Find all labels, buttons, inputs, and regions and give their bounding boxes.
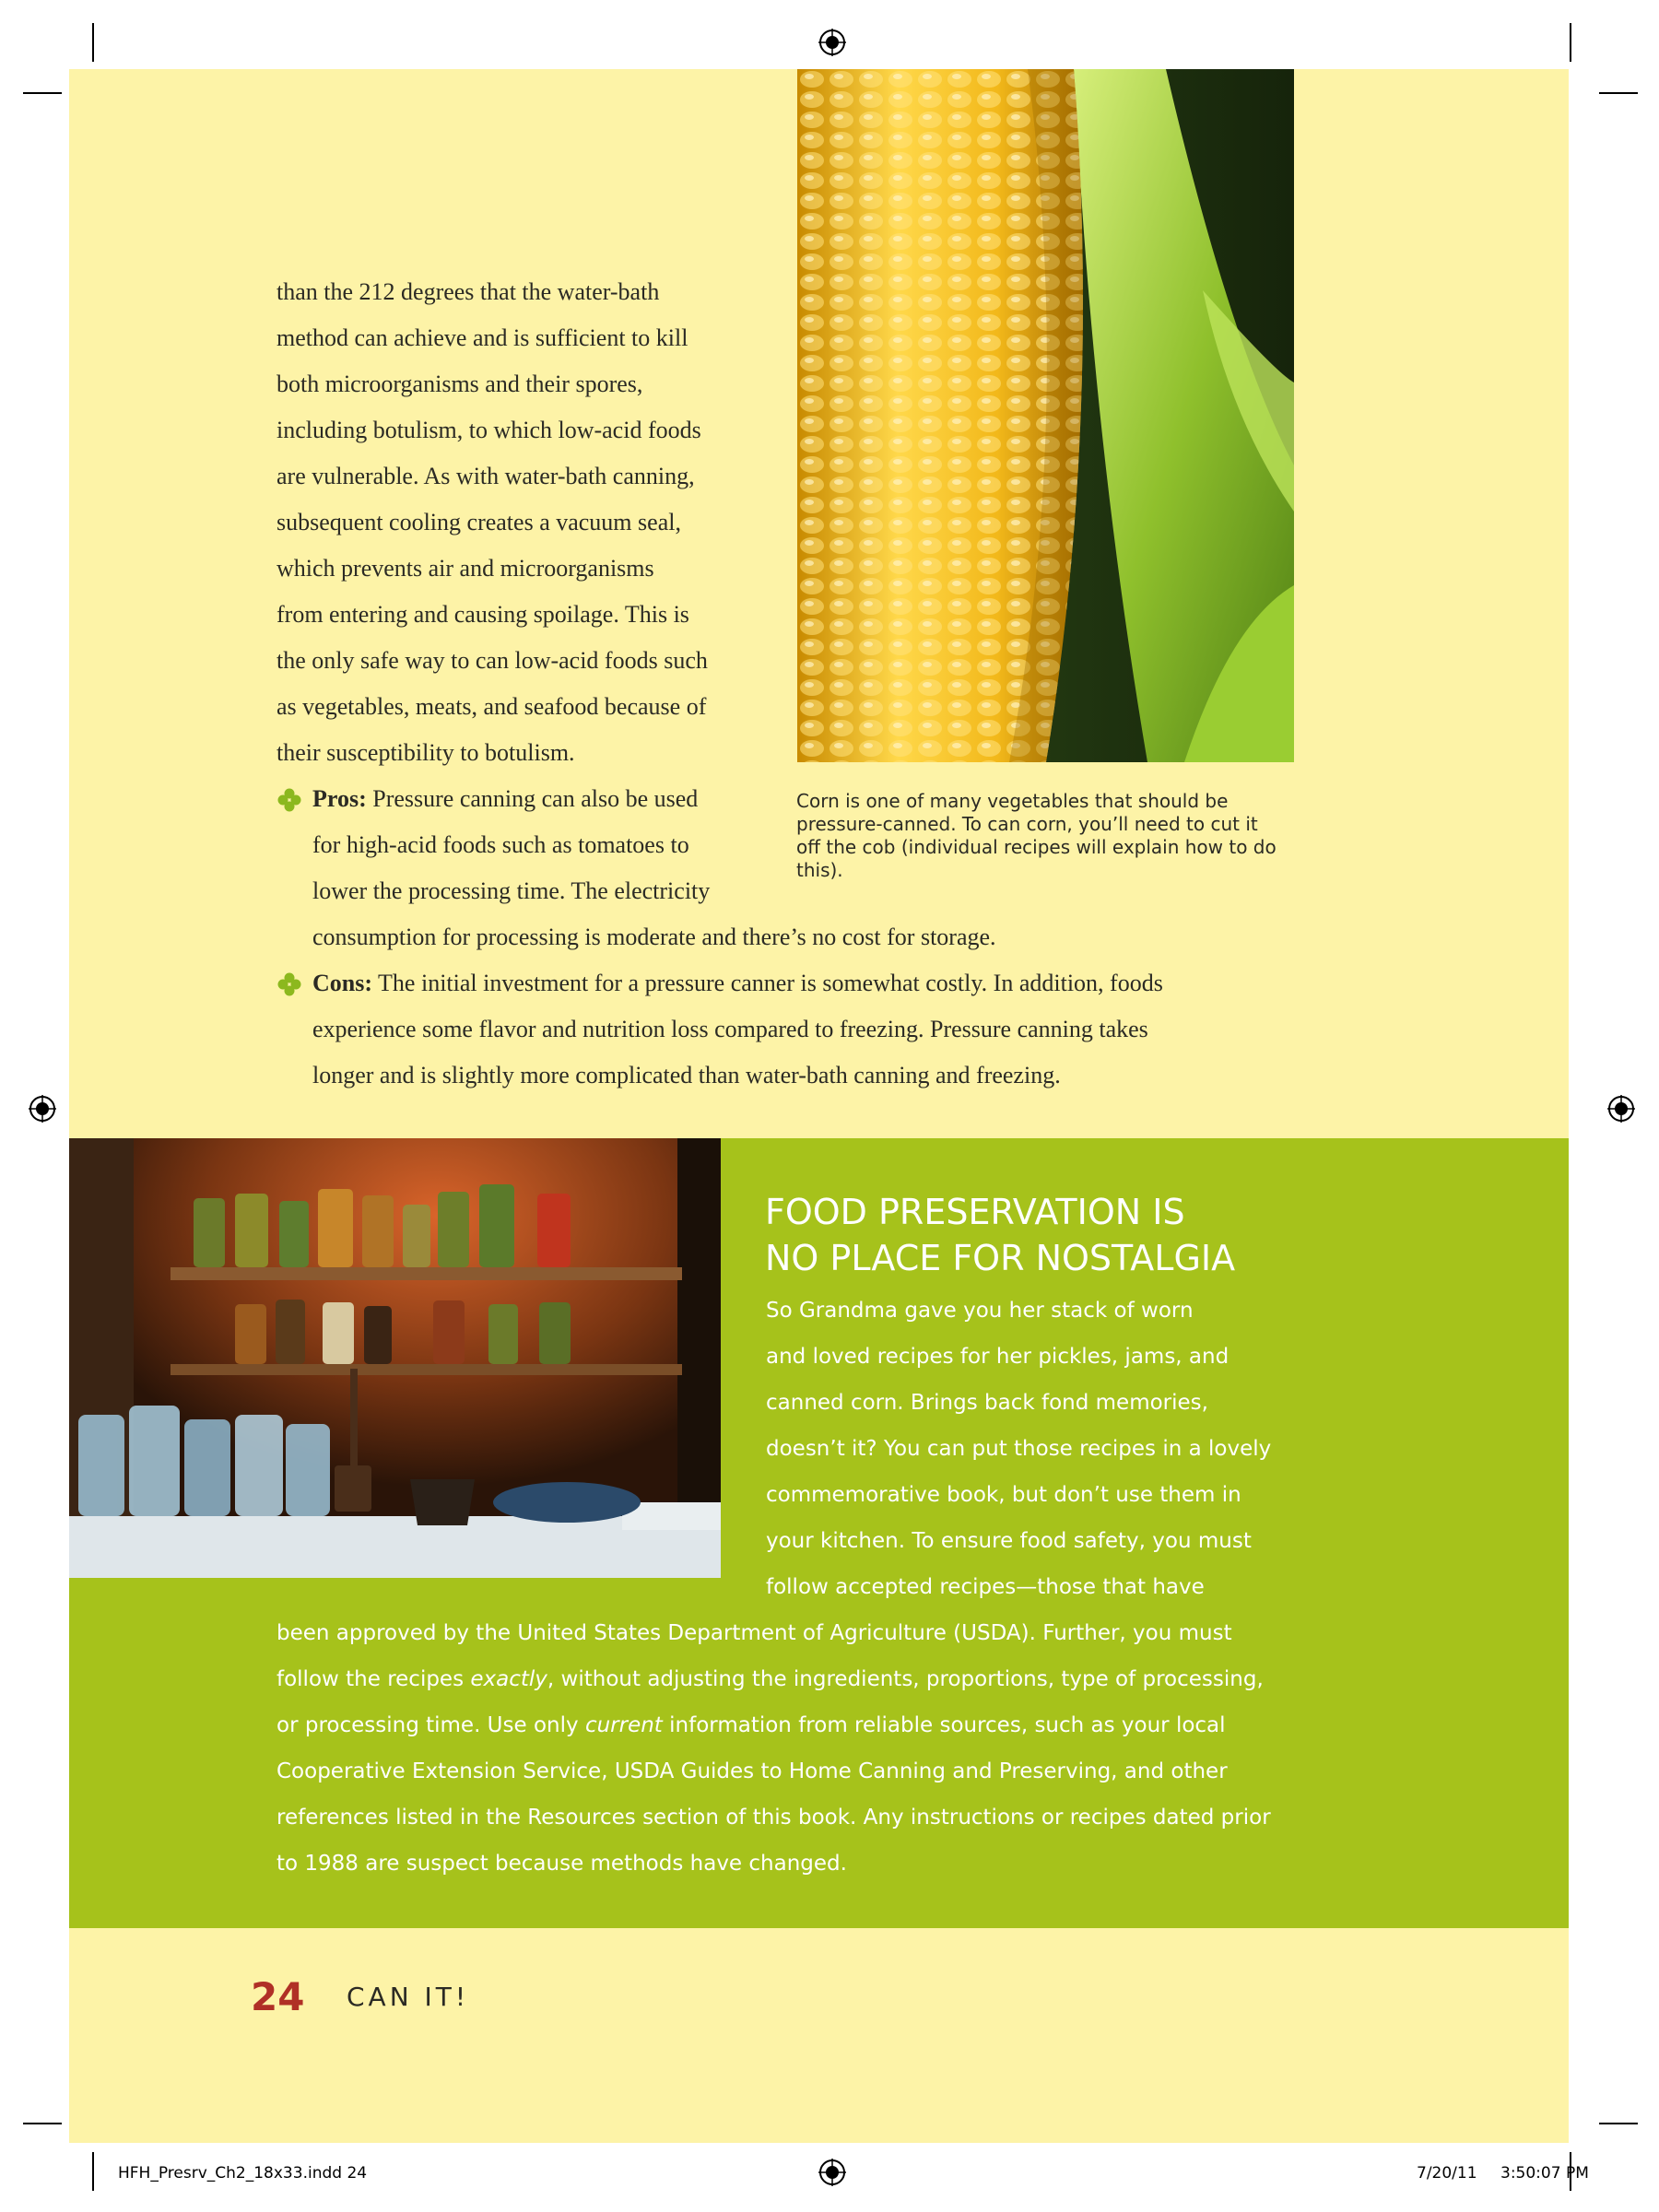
text-line: to 1988 are suspect because methods have changed. — [276, 1852, 847, 1876]
text-line: their susceptibility to botulism. — [276, 739, 575, 766]
text-line: method can achieve and is sufficient to kill — [276, 324, 688, 351]
crop-mark — [23, 92, 62, 94]
sidebar-text-narrow — [766, 1288, 1319, 1610]
text-line: doesn’t it? You can put those recipes in a lovely — [766, 1437, 1272, 1461]
text-line — [312, 960, 1326, 1006]
text-line: the only safe way to can low-acid foods such — [276, 647, 708, 674]
text-line: follow accepted recipes—those that have — [766, 1575, 1205, 1599]
page-number: 24 — [251, 1974, 305, 2019]
cons-bullet — [312, 960, 1326, 1099]
text-line: references listed in the Resources section of this book. Any instructions or recipes dated prior — [276, 1806, 1271, 1830]
text-span: information from reliable sources, such as your local — [662, 1713, 1226, 1737]
text-line: from entering and causing spoilage. This is — [276, 601, 689, 628]
text-line: are vulnerable. As with water-bath canning, — [276, 463, 695, 489]
crop-mark — [23, 2123, 62, 2124]
clover-bullet-icon — [277, 972, 301, 996]
slug-time: 3:50:07 PM — [1500, 2164, 1589, 2183]
jars-shelf-photo — [69, 1138, 721, 1578]
text-span: The initial investment for a pressure canner is somewhat costly. In addition, foods — [378, 970, 1163, 996]
slug-date: 7/20/11 — [1417, 2164, 1477, 2183]
crop-mark — [92, 2152, 94, 2191]
crop-mark — [1599, 2123, 1638, 2124]
text-line: lower the processing time. The electricity — [312, 877, 711, 904]
text-line — [276, 1656, 1309, 1702]
text-line: subsequent cooling creates a vacuum seal, — [276, 509, 681, 535]
crop-mark — [92, 23, 94, 62]
registration-mark-icon — [818, 29, 846, 56]
registration-mark-icon — [818, 2159, 846, 2186]
text-line: which prevents air and microorganisms — [276, 555, 654, 582]
cons-label: Cons: — [312, 970, 373, 996]
body-paragraph — [276, 269, 765, 776]
title-line: FOOD PRESERVATION IS — [765, 1192, 1185, 1232]
text-line: been approved by the United States Department of Agriculture (USDA). Further, you must — [276, 1621, 1232, 1645]
title-line: NO PLACE FOR NOSTALGIA — [765, 1238, 1236, 1278]
slug-file: HFH_Presrv_Ch2_18x33.indd 24 — [118, 2164, 368, 2183]
text-span: follow the recipes — [276, 1667, 471, 1691]
text-span: , without adjusting the ingredients, proportions, type of processing, — [547, 1667, 1264, 1691]
text-span: or processing time. Use only — [276, 1713, 585, 1737]
crop-mark — [1599, 92, 1638, 94]
sidebar-title — [765, 1189, 1318, 1281]
pros-label: Pros: — [312, 785, 367, 812]
text-line: canned corn. Brings back fond memories, — [766, 1391, 1208, 1415]
text-line: longer and is slightly more complicated than water-bath canning and freezing. — [312, 1062, 1061, 1088]
text-line: your kitchen. To ensure food safety, you must — [766, 1529, 1252, 1553]
text-line: commemorative book, but don’t use them in — [766, 1483, 1241, 1507]
running-head: CAN IT! — [347, 1982, 470, 2012]
emphasis-text: current — [584, 1713, 663, 1737]
text-line: as vegetables, meats, and seafood because of — [276, 693, 707, 720]
text-line: So Grandma gave you her stack of worn — [766, 1299, 1194, 1323]
crop-mark — [1570, 23, 1571, 62]
registration-mark-icon — [29, 1095, 56, 1123]
text-line: and loved recipes for her pickles, jams, and — [766, 1345, 1230, 1369]
text-line — [276, 1702, 1309, 1748]
sidebar-text-wide — [276, 1610, 1309, 1887]
text-line: both microorganisms and their spores, — [276, 371, 643, 397]
text-line: experience some flavor and nutrition loss compared to freezing. Pressure canning takes — [312, 1016, 1148, 1042]
text-line: than the 212 degrees that the water-bath — [276, 278, 660, 305]
text-line: including botulism, to which low-acid foods — [276, 417, 701, 443]
text-span: Pressure canning can also be used — [372, 785, 699, 812]
clover-bullet-icon — [277, 788, 301, 812]
text-line: consumption for processing is moderate and there’s no cost for storage. — [312, 924, 996, 950]
registration-mark-icon — [1607, 1095, 1635, 1123]
emphasis-text: exactly — [470, 1667, 547, 1691]
corn-photo — [797, 69, 1294, 762]
text-line: Cooperative Extension Service, USDA Guides to Home Canning and Preserving, and other — [276, 1759, 1228, 1783]
text-line: for high-acid foods such as tomatoes to — [312, 831, 689, 858]
photo-caption: Corn is one of many vegetables that should be pressure-canned. To can corn, you’ll need to cut it off the cob (individual recipes will explain how to do this). — [796, 790, 1277, 881]
